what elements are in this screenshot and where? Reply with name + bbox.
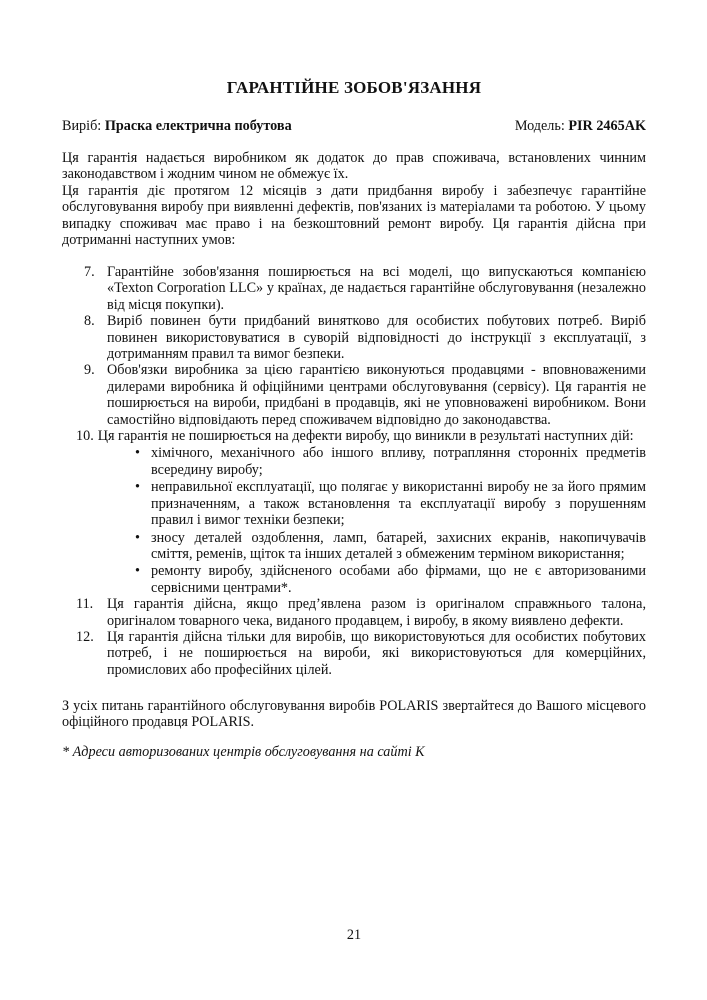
bullet-icon: • (135, 479, 140, 496)
exclusion-item (107, 563, 646, 596)
exclusion-item (107, 479, 646, 528)
item-number: 12. (76, 628, 94, 645)
condition-item (62, 428, 646, 596)
item-number: 9. (84, 362, 95, 379)
item-text: Ця гарантія не поширюється на дефекти виробу, що виникли в результаті наступних дій: (97, 428, 634, 445)
footnote: * Адреси авторизованих центрів обслуговування на сайті К (62, 744, 425, 760)
product-label: Виріб: (62, 118, 105, 134)
item-text: Ця гарантія дійсна, якщо пред’явлена разом із оригіналом справжнього талона, оригіналом товарного чека, виданого продавцем, і виробу, в якому виявлено дефекти. (107, 596, 646, 629)
page-number: 21 (346, 927, 362, 943)
model-info (515, 118, 646, 134)
page-title: ГАРАНТІЙНЕ ЗОБОВ'ЯЗАННЯ (226, 78, 482, 97)
exclusion-item (107, 445, 646, 478)
item-text: Обов'язки виробника за цією гарантією виконуються продавцями - вповноваженими дилерами виробника й офіційними центрами обслуговування (сервісу). Ця гарантія не поширюється на вироби, придбані в продавців, які не уповноважені виробником. Вони самостійно відповідають перед споживачем відповідно до законодавства. (107, 362, 646, 428)
closing-paragraph: З усіх питань гарантійного обслуговування виробів POLARIS звертайтеся до Вашого місцевого офіційного продавця POLARIS. (62, 698, 646, 731)
exclusion-text: зносу деталей оздоблення, ламп, батарей, захисних екранів, накопичувачів сміття, ременів, щіток та інших деталей з обмеженим терміном використання; (151, 529, 646, 562)
exclusion-text: ремонту виробу, здійсненого особами або фірмами, що не є авторизованими сервісними центрами*. (151, 563, 646, 596)
exclusion-text: неправильної експлуатації, що полягає у використанні виробу не за його прямим призначенням, а також встановлення та експлуатації виробу з порушенням правил і вимог техніки безпеки; (151, 479, 646, 529)
exclusion-text: хімічного, механічного або іншого впливу, потрапляння сторонніх предметів всередину виробу; (151, 445, 646, 478)
product-value: Праска електрична побутова (104, 118, 292, 134)
item-number: 8. (84, 313, 95, 330)
condition-item (62, 264, 646, 313)
product-info (62, 118, 292, 134)
model-label: Модель: (514, 118, 569, 134)
product-model-line (62, 118, 646, 134)
model-value: PIR 2465AK (568, 118, 646, 134)
condition-item (62, 596, 646, 629)
condition-item (62, 313, 646, 362)
bullet-icon: • (135, 529, 140, 546)
item-text: Виріб повинен бути придбаний винятково для особистих побутових потреб. Виріб повинен використовуватися в суворій відповідності до інструкції з експлуатації, з дотриманням правил та вимог безпеки. (107, 313, 646, 363)
item-text: Гарантійне зобов'язання поширюється на всі моделі, що випускаються компанією «Texton Corporation LLC» у країнах, де надається гарантійне обслуговування (незалежно від місця покупки). (107, 264, 646, 313)
item-number: 7. (84, 264, 95, 280)
intro-paragraph: Ця гарантія надається виробником як додаток до прав споживача, встановлених чинним законодавством і жодним чином не обмежує їх. (62, 150, 646, 183)
condition-item (62, 629, 646, 678)
intro-text (62, 150, 646, 248)
exclusion-item (107, 530, 646, 563)
exclusions-list (107, 445, 646, 596)
intro-paragraph: Ця гарантія діє протягом 12 місяців з дати придбання виробу і забезпечує гарантійне обслуговування виробу при виявленні дефектів, пов'язаних із матеріалами та роботою. У цьому випадку споживач має право і на безкоштовний ремонт виробу. Ця гарантія дійсна при дотриманні наступних умов: (62, 182, 646, 249)
bullet-icon: • (135, 445, 140, 462)
item-text: Ця гарантія дійсна тільки для виробів, що використовуються для особистих побутових потреб, і не поширюється на вироби, які використовуються для комерційних, промислових або професійних цілей. (107, 628, 646, 678)
item-number: 11. (76, 596, 94, 613)
condition-item (62, 362, 646, 428)
item-number: 10. (76, 428, 94, 445)
bullet-icon: • (135, 563, 140, 580)
conditions-list (62, 264, 646, 678)
